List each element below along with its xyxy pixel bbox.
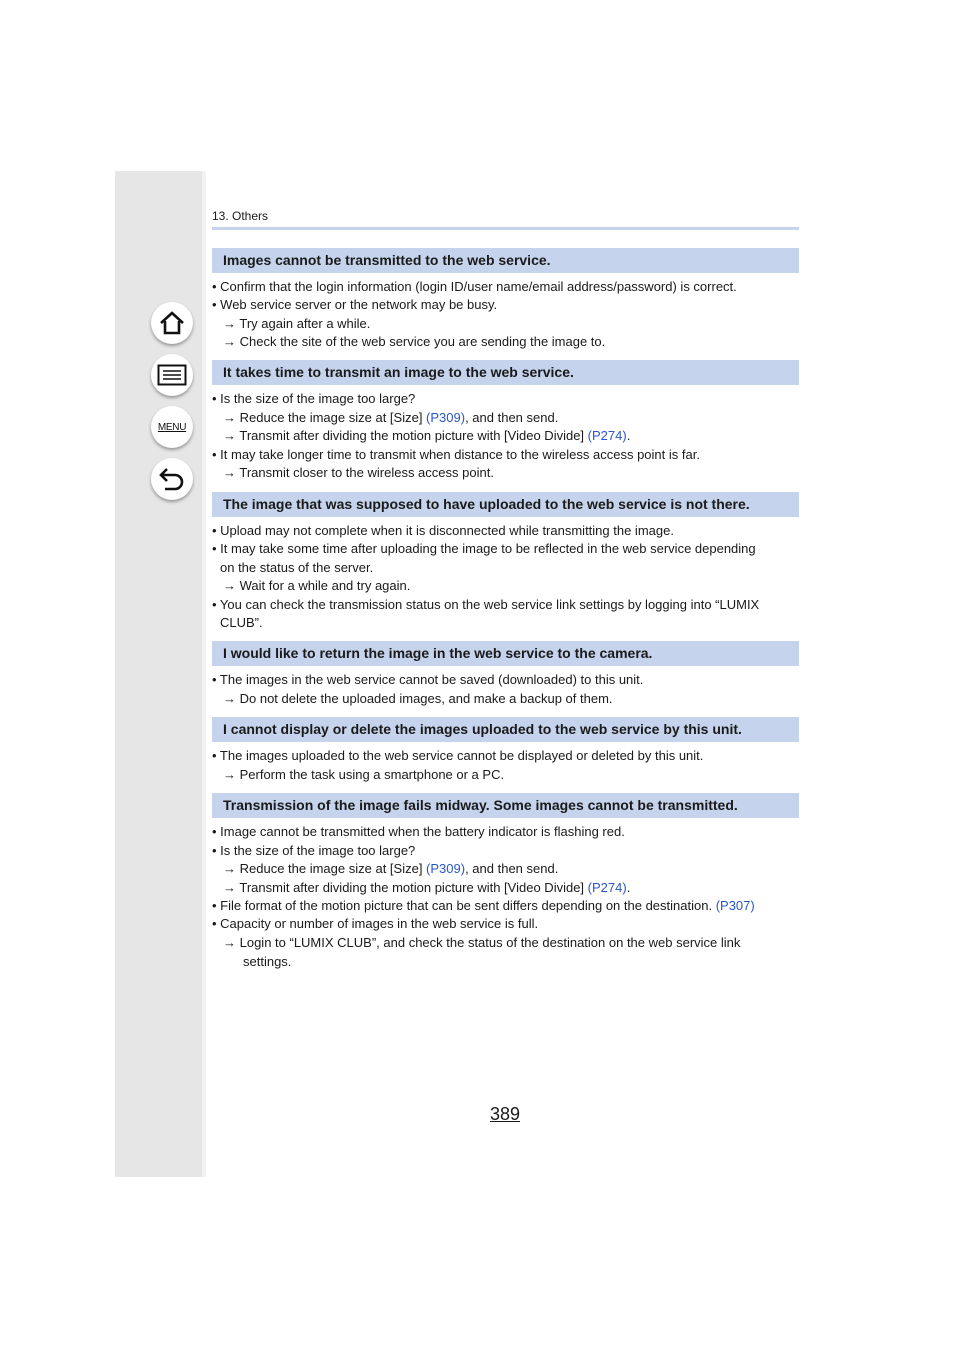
bullet-item: • Web service server or the network may be busy. (212, 297, 498, 312)
arrow-item: → Check the site of the web service you are sending the image to. (223, 334, 606, 349)
section-heading: It takes time to transmit an image to the web service. (212, 360, 799, 385)
arrow-item: → Wait for a while and try again. (223, 578, 411, 593)
home-button[interactable] (151, 302, 193, 344)
bullet-item: • It may take some time after uploading the image to be reflected in the web service depending (212, 541, 756, 556)
arrow-item: → Do not delete the uploaded images, and make a backup of them. (223, 691, 613, 706)
arrow-item: → Reduce the image size at [Size] (P309), and then send. (223, 410, 559, 425)
back-arrow-icon (158, 466, 186, 492)
bullet-item: • Image cannot be transmitted when the battery indicator is flashing red. (212, 824, 625, 839)
section-heading: The image that was supposed to have uploaded to the web service is not there. (212, 492, 799, 517)
arrow-item: → Try again after a while. (223, 316, 371, 331)
page-link[interactable]: (P309) (426, 861, 466, 876)
bullet-item: • Capacity or number of images in the web service is full. (212, 916, 539, 931)
arrow-item: → Login to “LUMIX CLUB”, and check the status of the destination on the web service link (223, 935, 741, 950)
bullet-item: • It may take longer time to transmit when distance to the wireless access point is far. (212, 447, 700, 462)
bullet-item: • Is the size of the image too large? (212, 843, 416, 858)
page-link[interactable]: (P274) (587, 880, 627, 895)
section-heading: I would like to return the image in the web service to the camera. (212, 641, 799, 666)
page-link[interactable]: (P309) (426, 410, 466, 425)
bullet-item: • Upload may not complete when it is disconnected while transmitting the image. (212, 523, 674, 538)
bullet-item: • The images in the web service cannot be saved (downloaded) to this unit. (212, 672, 644, 687)
contents-button[interactable] (151, 354, 193, 396)
arrow-continuation: settings. (243, 954, 292, 969)
bullet-continuation: CLUB”. (220, 615, 263, 630)
bullet-item: • File format of the motion picture that can be sent differs depending on the destination. (P307) (212, 898, 755, 913)
section-heading: I cannot display or delete the images uploaded to the web service by this unit. (212, 717, 799, 742)
bullet-item: • Is the size of the image too large? (212, 391, 416, 406)
header-rule (212, 227, 799, 230)
bullet-item: • You can check the transmission status on the web service link settings by logging into “LUMIX (212, 597, 760, 612)
bullet-continuation: on the status of the server. (220, 560, 374, 575)
bullet-item: • Confirm that the login information (login ID/user name/email address/password) is correct. (212, 279, 737, 294)
menu-label: MENU (157, 421, 187, 433)
menu-button[interactable] (151, 406, 193, 448)
arrow-item: → Transmit after dividing the motion picture with [Video Divide] (P274). (223, 428, 631, 443)
page-number: 389 (490, 1104, 521, 1124)
section-heading: Images cannot be transmitted to the web service. (212, 248, 799, 273)
arrow-item: → Reduce the image size at [Size] (P309), and then send. (223, 861, 559, 876)
section-heading: Transmission of the image fails midway. Some images cannot be transmitted. (212, 793, 799, 818)
back-button[interactable] (151, 458, 193, 500)
page-link[interactable]: (P274) (587, 428, 627, 443)
bullet-item: • The images uploaded to the web service cannot be displayed or deleted by this unit. (212, 748, 704, 763)
sidebar-nav (115, 171, 202, 1177)
page-link[interactable]: (P307) (715, 898, 755, 913)
list-icon (157, 364, 187, 386)
section-label: 13. Others (212, 209, 269, 223)
home-icon (158, 310, 186, 336)
arrow-item: → Perform the task using a smartphone or a PC. (223, 767, 505, 782)
sidebar-divider (202, 171, 206, 1177)
arrow-item: → Transmit closer to the wireless access point. (223, 465, 494, 480)
arrow-item: → Transmit after dividing the motion picture with [Video Divide] (P274). (223, 880, 631, 895)
